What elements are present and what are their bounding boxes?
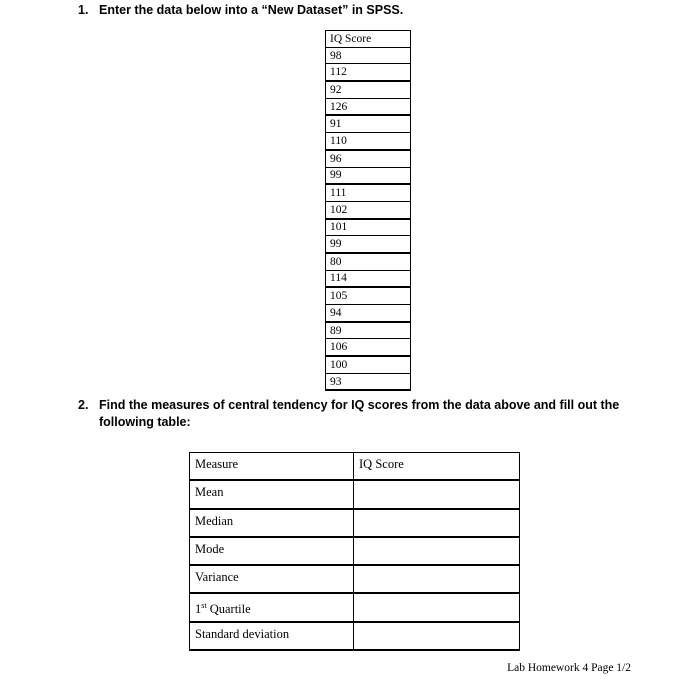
question-2	[78, 397, 638, 431]
median-answer-cell[interactable]	[354, 509, 520, 537]
table-row	[326, 81, 411, 98]
variance-answer-cell[interactable]	[354, 565, 520, 593]
iq-value-cell: 110	[326, 133, 411, 150]
table-row	[326, 47, 411, 64]
table-row	[326, 64, 411, 81]
iq-value-cell: 112	[326, 64, 411, 81]
iq-value-cell: 111	[326, 184, 411, 201]
question-2-number: 2.	[78, 398, 89, 412]
iq-score-header: IQ Score	[326, 31, 411, 48]
iq-value-cell: 92	[326, 81, 411, 98]
table-row	[190, 480, 520, 508]
iq-value-cell: 114	[326, 270, 411, 287]
iq-value-cell: 80	[326, 253, 411, 270]
measure-label-standard-deviation: Standard deviation	[195, 626, 290, 641]
table-row	[190, 622, 520, 650]
iq-value-cell: 99	[326, 236, 411, 253]
quartile-prefix: 1	[195, 602, 202, 617]
first-quartile-answer-cell[interactable]	[354, 593, 520, 621]
quartile-suffix: Quartile	[206, 602, 251, 617]
measure-label-mode: Mode	[195, 541, 225, 556]
table-row	[326, 253, 411, 270]
mean-answer-cell[interactable]	[354, 480, 520, 508]
question-1-number: 1.	[78, 3, 89, 17]
iq-value-cell: 102	[326, 201, 411, 218]
measure-header: Measure	[195, 457, 239, 471]
table-row	[190, 537, 520, 565]
table-row	[326, 98, 411, 115]
measure-label-variance: Variance	[195, 570, 239, 585]
iq-score-table	[325, 30, 411, 391]
measure-label-mean: Mean	[195, 485, 224, 500]
table-row	[326, 373, 411, 390]
iq-value-cell: 100	[326, 356, 411, 373]
table-row	[326, 184, 411, 201]
table-row	[326, 305, 411, 322]
central-tendency-table	[189, 452, 520, 651]
table-row	[326, 150, 411, 167]
question-1	[78, 2, 638, 19]
mode-answer-cell[interactable]	[354, 537, 520, 565]
table-row	[326, 356, 411, 373]
iq-value-cell: 98	[326, 47, 411, 64]
iq-score-header: IQ Score	[359, 457, 404, 471]
measure-label-median: Median	[195, 513, 234, 528]
table-row	[190, 509, 520, 537]
iq-value-cell: 99	[326, 167, 411, 184]
iq-value-cell: 105	[326, 287, 411, 304]
iq-value-cell: 126	[326, 98, 411, 115]
page-footer: Lab Homework 4 Page 1/2	[507, 662, 631, 674]
iq-value-cell: 106	[326, 339, 411, 356]
standard-deviation-answer-cell[interactable]	[354, 622, 520, 650]
table-row	[326, 322, 411, 339]
iq-value-cell: 94	[326, 305, 411, 322]
iq-value-cell: 96	[326, 150, 411, 167]
table-row	[326, 287, 411, 304]
table-row	[326, 270, 411, 287]
table-row	[326, 339, 411, 356]
table-row	[326, 167, 411, 184]
iq-value-cell: 93	[326, 373, 411, 390]
quartile-sup: st	[201, 601, 207, 611]
question-2-text: Find the measures of central tendency for IQ scores from the data above and fill out the following table:	[99, 398, 620, 429]
question-1-text: Enter the data below into a “New Dataset” in SPSS.	[99, 3, 404, 17]
iq-value-cell: 89	[326, 322, 411, 339]
table-row	[326, 115, 411, 132]
table-row	[326, 219, 411, 236]
table-row	[326, 236, 411, 253]
iq-value-cell: 101	[326, 219, 411, 236]
table-row	[326, 201, 411, 218]
measure-label-first-quartile	[195, 594, 353, 618]
table-row	[326, 133, 411, 150]
iq-value-cell: 91	[326, 115, 411, 132]
table-row	[190, 565, 520, 593]
table-header-row	[326, 31, 411, 48]
table-header-row	[190, 453, 520, 481]
table-row	[190, 593, 520, 621]
